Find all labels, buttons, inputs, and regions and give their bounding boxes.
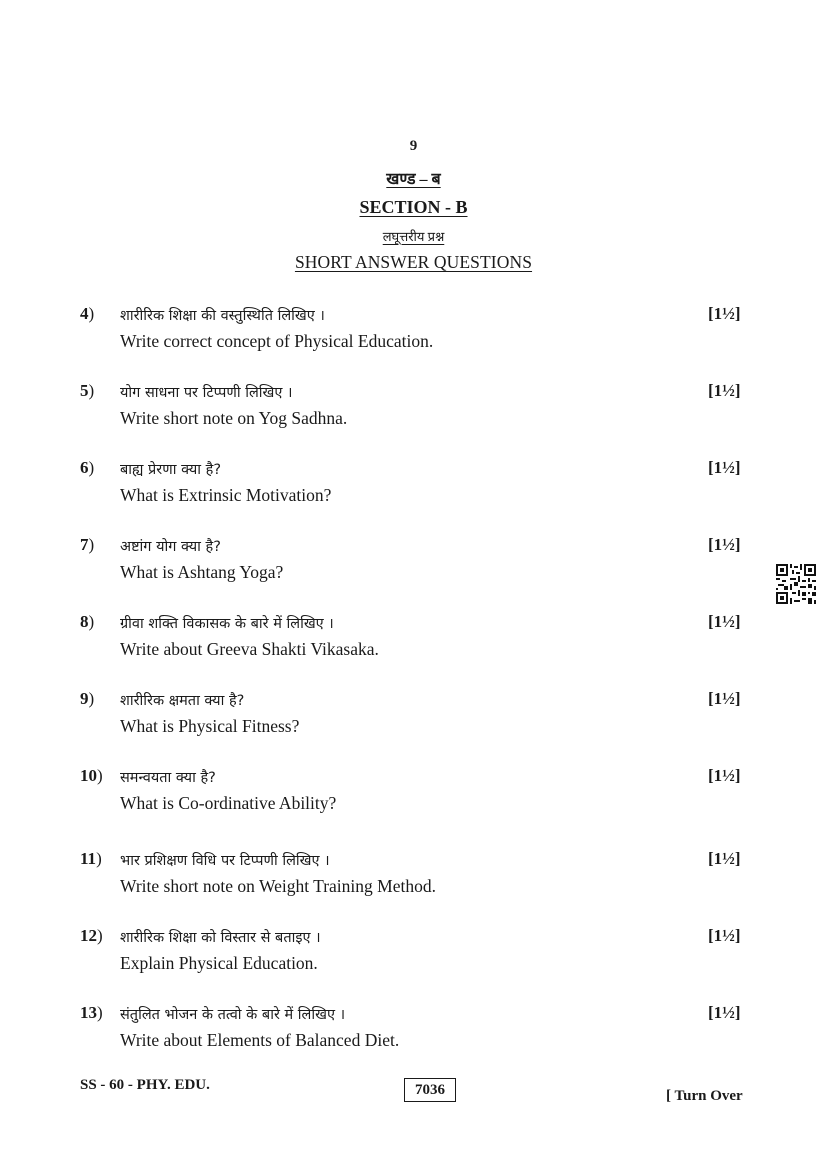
question-4 — [0, 304, 827, 364]
question-text-hindi: बाह्य प्रेरणा क्या है? — [120, 462, 222, 478]
section-title-hindi-text: खण्ड – ब — [386, 171, 441, 188]
question-text-english: What is Co-ordinative Ability? — [120, 793, 337, 813]
question-marks: [1½] — [708, 304, 741, 323]
question-marks: [1½] — [708, 926, 741, 945]
footer-serial-box: 7036 — [404, 1078, 456, 1102]
question-5 — [0, 381, 827, 441]
question-number: 4) — [80, 304, 95, 323]
question-number: 11) — [80, 849, 102, 868]
question-7 — [0, 535, 827, 595]
question-marks: [1½] — [708, 612, 741, 631]
question-marks: [1½] — [708, 766, 741, 785]
footer-paper-code: SS - 60 - PHY. EDU. — [80, 1077, 210, 1093]
question-number: 13) — [80, 1003, 103, 1022]
question-text-english: Write correct concept of Physical Education. — [120, 331, 434, 351]
question-text-hindi: योग साधना पर टिप्पणी लिखिए । — [120, 385, 293, 401]
question-11 — [0, 849, 827, 909]
question-marks: [1½] — [708, 381, 741, 400]
question-text-hindi: शारीरिक क्षमता क्या है? — [120, 693, 245, 709]
question-number: 10) — [80, 766, 103, 785]
question-text-english: Write about Elements of Balanced Diet. — [120, 1030, 400, 1050]
question-text-english: Write about Greeva Shakti Vikasaka. — [120, 639, 379, 659]
question-number: 9) — [80, 689, 95, 708]
question-10 — [0, 766, 827, 826]
question-marks: [1½] — [708, 849, 741, 868]
question-text-hindi: ग्रीवा शक्ति विकासक के बारे में लिखिए । — [120, 616, 334, 632]
subtitle-hindi — [0, 227, 827, 245]
question-text-hindi: भार प्रशिक्षण विधि पर टिप्पणी लिखिए । — [120, 853, 330, 869]
subtitle-text: SHORT ANSWER QUESTIONS — [294, 252, 533, 272]
question-text-english: Write short note on Weight Training Method. — [120, 876, 436, 896]
question-text-english: What is Ashtang Yoga? — [120, 562, 284, 582]
question-6 — [0, 458, 827, 518]
question-number: 6) — [80, 458, 95, 477]
subtitle — [0, 252, 827, 273]
section-title-hindi — [0, 167, 827, 189]
question-8 — [0, 612, 827, 672]
question-text-hindi: शारीरिक शिक्षा को विस्तार से बताइए । — [120, 930, 321, 946]
section-title-text: SECTION - B — [359, 197, 468, 217]
question-13 — [0, 1003, 827, 1063]
question-text-english: What is Physical Fitness? — [120, 716, 300, 736]
question-marks: [1½] — [708, 535, 741, 554]
question-text-hindi: संतुलित भोजन के तत्वो के बारे में लिखिए । — [120, 1007, 346, 1023]
question-text-hindi: शारीरिक शिक्षा की वस्तुस्थिति लिखिए । — [120, 308, 325, 324]
question-text-hindi: अष्टांग योग क्या है? — [120, 539, 221, 555]
section-title — [0, 197, 827, 218]
question-number: 7) — [80, 535, 95, 554]
question-text-english: Write short note on Yog Sadhna. — [120, 408, 348, 428]
footer-turn-over: [ Turn Over — [666, 1088, 743, 1104]
question-number: 12) — [80, 926, 103, 945]
question-12 — [0, 926, 827, 986]
question-9 — [0, 689, 827, 749]
subtitle-hindi-text: लघूत्तरीय प्रश्न — [382, 229, 445, 244]
question-number: 5) — [80, 381, 95, 400]
question-text-english: What is Extrinsic Motivation? — [120, 485, 332, 505]
question-marks: [1½] — [708, 1003, 741, 1022]
qr-code-icon — [776, 564, 816, 604]
page-number: 9 — [409, 138, 418, 154]
question-marks: [1½] — [708, 689, 741, 708]
question-number: 8) — [80, 612, 95, 631]
question-marks: [1½] — [708, 458, 741, 477]
question-text-english: Explain Physical Education. — [120, 953, 318, 973]
question-text-hindi: समन्वयता क्या है? — [120, 770, 216, 786]
